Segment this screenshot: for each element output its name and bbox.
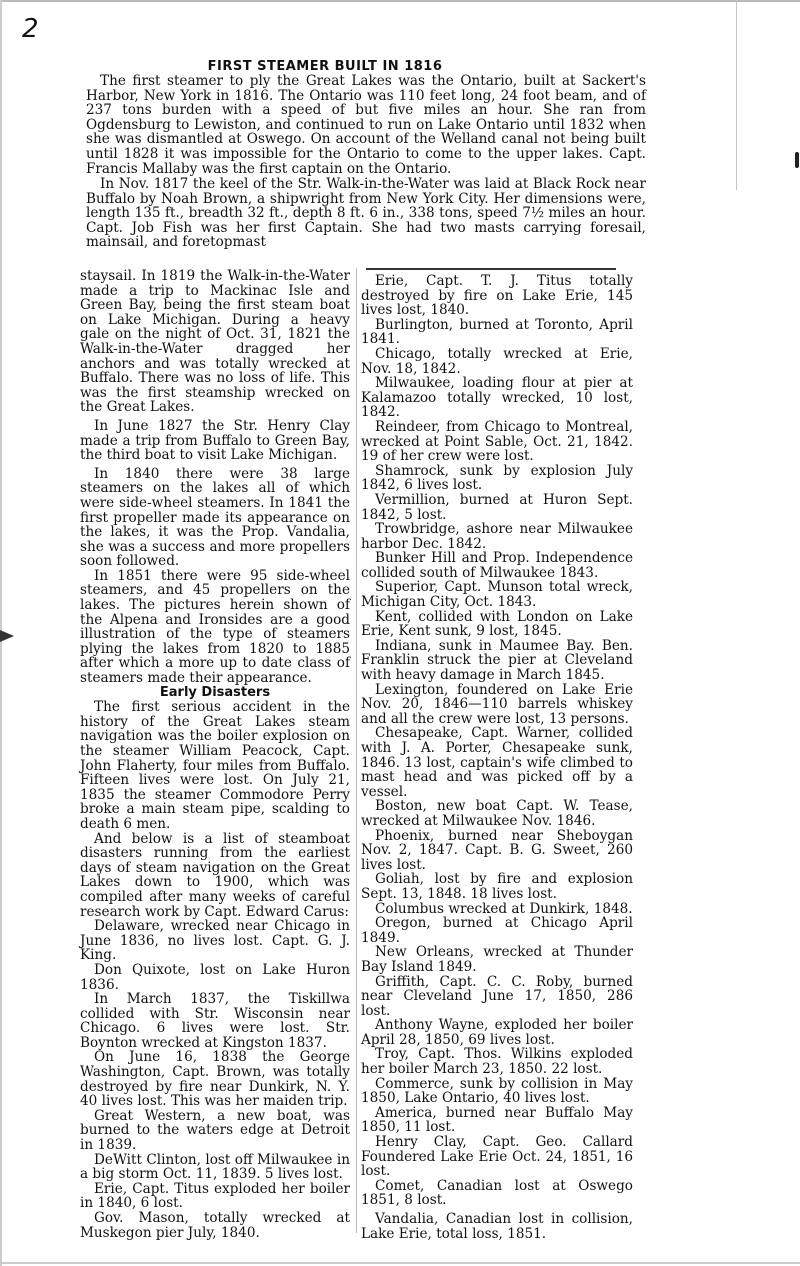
disaster-entry: Boston, new boat Capt. W. Tease, wrecked at Milwaukee Nov. 1846.: [361, 798, 633, 829]
disaster-entry: Superior, Capt. Munson total wreck, Michigan City, Oct. 1843.: [361, 579, 633, 611]
disaster-entry: Vermillion, burned at Huron Sept. 1842, 5 lost.: [361, 491, 633, 523]
left-paragraph: In June 1827 the Str. Henry Clay made a trip from Buffalo to Green Bay, the third boat to visit Lake Michigan.: [80, 417, 350, 464]
edge-arrow-mark: [0, 630, 14, 642]
disaster-entry: In March 1837, the Tiskillwa collided with Str. Wisconsin near Chicago. 6 lives were lost. Str. Boynton wrecked at Kingston 1837.: [80, 991, 350, 1051]
page-border-top: [0, 0, 800, 2]
disaster-entry: Goliah, lost by fire and explosion Sept. 13, 1848. 18 lives lost.: [361, 871, 633, 902]
disaster-entry: Phoenix, burned near Sheboygan Nov. 2, 1847. Capt. B. G. Sweet, 260 lives lost.: [361, 827, 633, 873]
disaster-entry: Erie, Capt. T. J. Titus totally destroyed by fire on Lake Erie, 145 lives lost, 1840.: [361, 273, 633, 319]
page-title: FIRST STEAMER BUILT IN 1816: [207, 59, 443, 74]
disaster-entry: Shamrock, sunk by explosion July 1842, 6 lives lost.: [361, 462, 633, 494]
disaster-entry: Troy, Capt. Thos. Wilkins exploded her boiler March 23, 1850. 22 lost.: [361, 1046, 633, 1078]
disaster-entry: Vandalia, Canadian lost in collision, Lake Erie, total loss, 1851.: [361, 1211, 633, 1242]
disaster-entry: Griffith, Capt. C. C. Roby, burned near Cleveland June 17, 1850, 286 lost.: [361, 973, 633, 1019]
disaster-entry: Commerce, sunk by collision in May 1850, Lake Ontario, 40 lives lost.: [361, 1075, 633, 1107]
left-paragraph: In 1851 there were 95 side-wheel steamers, and 45 propellers on the lakes. The pictures herein shown of the Alpena and Ironsides are a good illustration of the type of steamers plying the lakes from 1820 to 1885 after which a more up to date class of steamers made their appearance.: [80, 567, 350, 687]
disaster-entry: Great Western, a new boat, was burned to the waters edge at Detroit in 1839.: [80, 1107, 350, 1154]
disaster-entry: Columbus wrecked at Dunkirk, 1848.: [375, 900, 633, 917]
disaster-entry: Chesapeake, Capt. Warner, collided with J. A. Porter, Chesapeake sunk, 1846. 13 lost, captain's wife climbed to mast head and was picked off by a vessel.: [361, 725, 633, 800]
disaster-entry: DeWitt Clinton, lost off Milwaukee in a big storm Oct. 11, 1839. 5 lives lost.: [80, 1151, 350, 1183]
right-column: [361, 274, 633, 1241]
margin-mark: [795, 152, 799, 168]
page-border-right: [736, 0, 737, 190]
section-subheading: Early Disasters: [159, 684, 271, 700]
page-number: 2: [22, 14, 39, 44]
column-divider: [356, 268, 357, 1233]
disaster-paragraph: The first serious accident in the history of the Great Lakes steam navigation was the boiler explosion on the steamer William Peacock, Capt. John Flaherty, four miles from Buffalo. Fifteen lives were lost. On July 21, 1835 the steamer Commodore Perry broke a main steam pipe, scalding to death 6 men.: [80, 699, 350, 832]
disaster-entry: Don Quixote, lost on Lake Huron 1836.: [80, 961, 350, 993]
intro-paragraph-1: The first steamer to ply the Great Lakes was the Ontario, built at Sackert's Harbor, New York in 1816. The Ontario was 110 feet long, 24 foot beam, and of 237 tons burden with a speed of but five miles an hour. She ran from Ogdensburg to Lewiston, and continued to run on Lake Ontario until 1832 when she was dismantled at Oswego. On account of the Welland canal not being built until 1828 it was impossible for the Ontario to come to the upper lakes. Capt. Francis Mallaby was the first captain on the Ontario.: [86, 73, 646, 177]
column-rule: [366, 268, 616, 270]
disaster-entry: On June 16, 1838 the George Washington, Capt. Brown, was totally destroyed by fire near Dunkirk, N. Y. 40 lives lost. This was her maiden trip.: [80, 1049, 350, 1110]
disaster-entry: Oregon, burned at Chicago April 1849.: [361, 915, 633, 946]
disaster-entry: Reindeer, from Chicago to Montreal, wrecked at Point Sable, Oct. 21, 1842. 19 of her crew were lost.: [361, 418, 633, 465]
disaster-entry: Chicago, totally wrecked at Erie, Nov. 18, 1842.: [361, 345, 633, 377]
disaster-entry: Burlington, burned at Toronto, April 1841.: [361, 316, 633, 348]
disaster-entry: Delaware, wrecked near Chicago in June 1836, no lives lost. Capt. G. J. King.: [80, 918, 350, 964]
disaster-entry: Kent, collided with London on Lake Erie, Kent sunk, 9 lost, 1845.: [361, 608, 633, 640]
disaster-entry: America, burned near Buffalo May 1850, 11 lost.: [361, 1104, 633, 1136]
disaster-entry: Bunker Hill and Prop. Independence collided south of Milwaukee 1843.: [361, 550, 633, 581]
disaster-entry: Lexington, foundered on Lake Erie Nov. 20, 1846—110 barrels whiskey and all the crew were lost, 13 persons.: [361, 681, 633, 727]
intro-paragraph-2: In Nov. 1817 the keel of the Str. Walk-in-the-Water was laid at Black Rock near Buffalo by Noah Brown, a shipwright from New York City. Her dimensions were, length 135 ft., breadth 32 ft., depth 8 ft. 6 in., 338 tons, speed 7½ miles an hour. Capt. Job Fish was her first Captain. She had two masts carrying foresail, mainsail, and foretopmast: [86, 176, 646, 251]
disaster-paragraph: And below is a list of steamboat disasters running from the earliest days of steam navigation on the Great Lakes down to 1900, which was compiled after many weeks of careful research work by Capt. Edward Carus:: [80, 830, 350, 920]
disaster-entry: Comet, Canadian lost at Oswego 1851, 8 lost.: [361, 1177, 633, 1209]
disaster-entry: New Orleans, wrecked at Thunder Bay Island 1849.: [361, 944, 633, 975]
disaster-entry: Henry Clay, Capt. Geo. Callard Foundered Lake Erie Oct. 24, 1851, 16 lost.: [361, 1134, 633, 1180]
left-paragraph: In 1840 there were 38 large steamers on the lakes all of which were side-wheel steamers. In 1841 the first propeller made its appearance on the lakes, it was the Prop. Vandalia, she was a success and more propellers soon followed.: [80, 465, 350, 570]
page-border-bottom: [0, 1262, 800, 1264]
disaster-entry: Anthony Wayne, exploded her boiler April 28, 1850, 69 lives lost.: [361, 1017, 633, 1048]
left-paragraph: staysail. In 1819 the Walk-in-the-Water made a trip to Mackinac Isle and Green Bay, being the first steam boat on Lake Michigan. During a heavy gale on the night of Oct. 31, 1821 the Walk-in-the-Water dragged her anchors and was totally wrecked at Buffalo. There was no loss of life. This was the first steamship wrecked on the Great Lakes.: [80, 268, 350, 416]
left-column: [80, 269, 350, 1240]
disaster-entry: Milwaukee, loading flour at pier at Kalamazoo totally wrecked, 10 lost, 1842.: [361, 375, 633, 421]
disaster-entry: Indiana, sunk in Maumee Bay. Ben. Franklin struck the pier at Cleveland with heavy damage in March 1845.: [361, 637, 633, 684]
disaster-entry: Gov. Mason, totally wrecked at Muskegon pier July, 1840.: [80, 1210, 350, 1241]
disaster-entry: Erie, Capt. Titus exploded her boiler in 1840, 6 lost.: [80, 1180, 350, 1212]
disaster-entry: Trowbridge, ashore near Milwaukee harbor Dec. 1842.: [361, 521, 633, 552]
